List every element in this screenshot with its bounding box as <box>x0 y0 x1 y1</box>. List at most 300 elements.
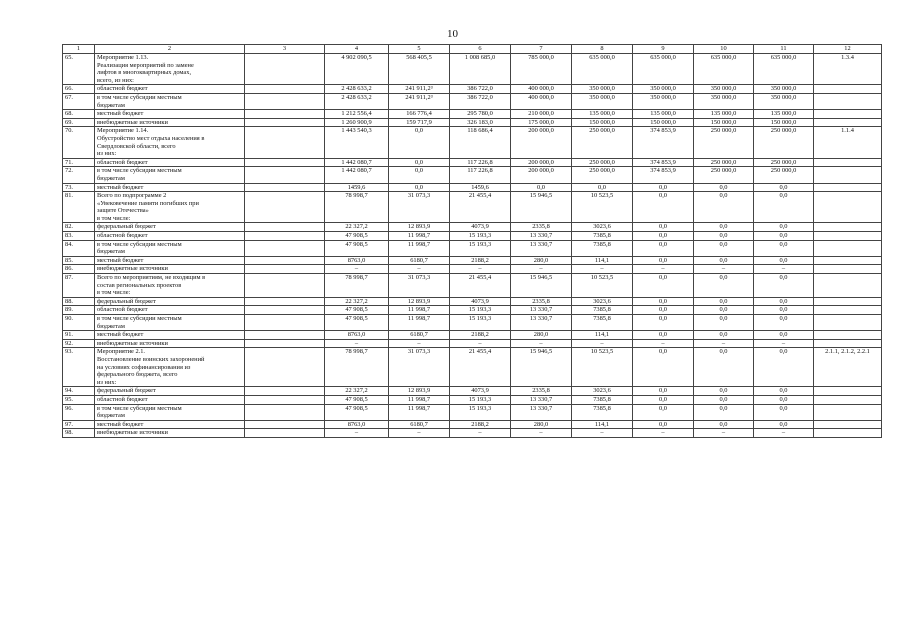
cell-value: 386 722,0 <box>450 93 511 109</box>
cell-col-3 <box>245 54 325 85</box>
cell-value: 0,0 <box>694 387 754 396</box>
cell-value: – <box>572 265 633 274</box>
row-name-line: из них: <box>97 378 117 386</box>
cell-target-code <box>814 256 882 265</box>
cell-value: 295 780,0 <box>450 110 511 119</box>
row-name-line: бюджетам <box>97 322 125 330</box>
cell-value: 0,0 <box>633 404 694 420</box>
table-row <box>63 183 882 192</box>
row-name-line: внебюджетные источники <box>97 118 168 126</box>
row-name-line: федерального бюджета, всего <box>97 371 178 379</box>
cell-value: 13 330,7 <box>511 240 572 256</box>
row-name-line: местный бюджет <box>97 420 144 428</box>
cell-value: 0,0 <box>694 348 754 387</box>
row-name-line: из них: <box>97 150 117 158</box>
row-name <box>95 240 245 256</box>
budget-table <box>62 44 882 438</box>
cell-value: 0,0 <box>754 348 814 387</box>
cell-col-3 <box>245 404 325 420</box>
cell-value: 0,0 <box>633 192 694 223</box>
cell-value: 350 000,0 <box>694 85 754 94</box>
cell-value: 166 776,4 <box>389 110 450 119</box>
row-number: 98. <box>63 429 95 438</box>
cell-target-code <box>814 387 882 396</box>
cell-value: 7385,8 <box>572 232 633 241</box>
cell-value: 400 000,0 <box>511 93 572 109</box>
cell-value: – <box>389 429 450 438</box>
row-name-line: областной бюджет <box>97 395 148 403</box>
cell-value: 0,0 <box>694 395 754 404</box>
cell-col-3 <box>245 331 325 340</box>
cell-value: 0,0 <box>754 420 814 429</box>
row-name-line: внебюджетные источники <box>97 339 168 347</box>
row-number: 84. <box>63 240 95 256</box>
cell-col-3 <box>245 183 325 192</box>
row-number: 70. <box>63 127 95 158</box>
row-name-line: Восстановление воинских захоронений <box>97 355 205 363</box>
cell-value: 0,0 <box>754 404 814 420</box>
cell-value: 2188,2 <box>450 256 511 265</box>
cell-target-code <box>814 232 882 241</box>
table-row <box>63 315 882 331</box>
cell-value: 200 000,0 <box>511 158 572 167</box>
cell-value: 0,0 <box>633 387 694 396</box>
cell-value: 47 908,5 <box>325 232 389 241</box>
row-name-line: в том числе: <box>97 214 131 222</box>
cell-target-code <box>814 158 882 167</box>
cell-target-code <box>814 297 882 306</box>
cell-value: 15 946,5 <box>511 274 572 298</box>
cell-value: 0,0 <box>694 420 754 429</box>
cell-value: 0,0 <box>754 306 814 315</box>
cell-value: 4 902 090,5 <box>325 54 389 85</box>
row-name <box>95 274 245 298</box>
table-row <box>63 232 882 241</box>
cell-target-code: 1.3.4 <box>814 54 882 85</box>
cell-target-code <box>814 93 882 109</box>
cell-col-3 <box>245 127 325 158</box>
row-number: 69. <box>63 118 95 127</box>
column-header: 5 <box>389 45 450 54</box>
row-number: 93. <box>63 348 95 387</box>
cell-target-code <box>814 429 882 438</box>
cell-value: 8763,0 <box>325 256 389 265</box>
cell-value: 0,0 <box>694 192 754 223</box>
cell-value: 150 000,0 <box>633 118 694 127</box>
cell-value: – <box>325 339 389 348</box>
table-row <box>63 110 882 119</box>
row-name <box>95 54 245 85</box>
cell-value: 0,0 <box>633 223 694 232</box>
cell-value: – <box>694 265 754 274</box>
cell-value: 0,0 <box>694 223 754 232</box>
cell-value: 21 455,4 <box>450 348 511 387</box>
row-name-line: в том числе субсидии местным <box>97 240 182 248</box>
column-header: 10 <box>694 45 754 54</box>
cell-value: 0,0 <box>511 183 572 192</box>
row-name-line: бюджетам <box>97 412 125 420</box>
cell-col-3 <box>245 306 325 315</box>
page-number: 10 <box>447 28 458 40</box>
cell-value: – <box>754 429 814 438</box>
cell-value: – <box>389 265 450 274</box>
cell-col-3 <box>245 297 325 306</box>
cell-value: 635 000,0 <box>633 54 694 85</box>
cell-value: 2335,8 <box>511 387 572 396</box>
cell-value: 350 000,0 <box>754 85 814 94</box>
row-name-line: бюджетам <box>97 248 125 256</box>
cell-value: 280,0 <box>511 331 572 340</box>
cell-value: 175 000,0 <box>511 118 572 127</box>
row-name <box>95 395 245 404</box>
cell-value: – <box>572 339 633 348</box>
row-name <box>95 223 245 232</box>
cell-value: 0,0 <box>754 274 814 298</box>
cell-value: 400 000,0 <box>511 85 572 94</box>
cell-value: 0,0 <box>694 306 754 315</box>
row-name-line: областной бюджет <box>97 232 148 240</box>
cell-value: 47 908,5 <box>325 306 389 315</box>
cell-target-code <box>814 404 882 420</box>
cell-value: 11 998,7 <box>389 315 450 331</box>
cell-value: 0,0 <box>389 127 450 158</box>
table-row <box>63 420 882 429</box>
cell-target-code <box>814 167 882 183</box>
row-number: 89. <box>63 306 95 315</box>
cell-value: 1459,6 <box>450 183 511 192</box>
row-name-line: Мероприятие 1.14. <box>97 127 149 135</box>
cell-value: 635 000,0 <box>572 54 633 85</box>
cell-value: – <box>633 429 694 438</box>
cell-target-code <box>814 192 882 223</box>
cell-value: 11 998,7 <box>389 240 450 256</box>
cell-value: 1 443 540,3 <box>325 127 389 158</box>
table-row <box>63 127 882 158</box>
row-name-line: на условиях софинансирования из <box>97 363 191 371</box>
cell-value: – <box>389 339 450 348</box>
cell-target-code <box>814 395 882 404</box>
table-row <box>63 93 882 109</box>
column-header: 12 <box>814 45 882 54</box>
cell-target-code <box>814 118 882 127</box>
row-name <box>95 315 245 331</box>
cell-value: 250 000,0 <box>754 158 814 167</box>
table-row <box>63 348 882 387</box>
cell-value: – <box>511 339 572 348</box>
cell-value: – <box>694 339 754 348</box>
cell-value: 0,0 <box>389 167 450 183</box>
cell-value: 2 428 633,2 <box>325 93 389 109</box>
cell-value: 350 000,0 <box>754 93 814 109</box>
cell-value: 15 193,3 <box>450 232 511 241</box>
cell-value: 1 260 900,9 <box>325 118 389 127</box>
cell-value: 2335,8 <box>511 223 572 232</box>
row-name-line: областной бюджет <box>97 158 148 166</box>
cell-value: 250 000,0 <box>754 127 814 158</box>
row-name-line: лифтов в многоквартирных домах, <box>97 69 192 77</box>
cell-value: 386 722,0 <box>450 85 511 94</box>
cell-value: 11 998,7 <box>389 404 450 420</box>
cell-value: 0,0 <box>694 274 754 298</box>
cell-value: 3023,6 <box>572 387 633 396</box>
cell-value: 0,0 <box>694 404 754 420</box>
cell-value: – <box>754 265 814 274</box>
cell-value: 150 000,0 <box>754 118 814 127</box>
cell-value: 7385,8 <box>572 395 633 404</box>
cell-value: – <box>450 265 511 274</box>
cell-value: 12 893,9 <box>389 387 450 396</box>
row-name-line: областной бюджет <box>97 306 148 314</box>
cell-value: 8763,0 <box>325 420 389 429</box>
cell-value: 31 073,3 <box>389 348 450 387</box>
cell-value: 250 000,0 <box>754 167 814 183</box>
table-row <box>63 297 882 306</box>
cell-value: 2188,2 <box>450 331 511 340</box>
cell-value: 280,0 <box>511 256 572 265</box>
cell-value: 13 330,7 <box>511 404 572 420</box>
cell-value: 11 998,7 <box>389 232 450 241</box>
cell-value: 0,0 <box>694 331 754 340</box>
row-name <box>95 232 245 241</box>
cell-col-3 <box>245 192 325 223</box>
cell-value: – <box>511 429 572 438</box>
cell-value: 0,0 <box>754 297 814 306</box>
cell-col-3 <box>245 256 325 265</box>
cell-value: 8763,0 <box>325 331 389 340</box>
cell-value: 1 442 080,7 <box>325 158 389 167</box>
row-name-line: внебюджетные источники <box>97 265 168 273</box>
row-name-line: Реализация мероприятий по замене <box>97 61 194 69</box>
row-name <box>95 265 245 274</box>
cell-value: 210 000,0 <box>511 110 572 119</box>
cell-col-3 <box>245 395 325 404</box>
cell-value: 250 000,0 <box>694 167 754 183</box>
cell-value: 250 000,0 <box>572 158 633 167</box>
cell-value: 0,0 <box>754 331 814 340</box>
cell-value: 241 911,2³ <box>389 85 450 94</box>
cell-value: 117 226,8 <box>450 158 511 167</box>
cell-value: 0,0 <box>633 274 694 298</box>
cell-value: 200 000,0 <box>511 127 572 158</box>
cell-target-code <box>814 265 882 274</box>
cell-value: – <box>633 339 694 348</box>
table-row <box>63 395 882 404</box>
row-number: 97. <box>63 420 95 429</box>
cell-value: 0,0 <box>754 240 814 256</box>
cell-value: 12 893,9 <box>389 223 450 232</box>
row-name-line: местный бюджет <box>97 183 144 191</box>
cell-value: 0,0 <box>694 240 754 256</box>
cell-target-code <box>814 85 882 94</box>
cell-value: – <box>694 429 754 438</box>
cell-value: 7385,8 <box>572 306 633 315</box>
row-name <box>95 404 245 420</box>
table-row <box>63 223 882 232</box>
cell-value: 22 327,2 <box>325 297 389 306</box>
cell-col-3 <box>245 387 325 396</box>
cell-value: 10 523,5 <box>572 274 633 298</box>
row-name-line: в том числе субсидии местным <box>97 315 182 322</box>
cell-value: 0,0 <box>633 256 694 265</box>
row-name <box>95 339 245 348</box>
cell-value: 0,0 <box>633 348 694 387</box>
column-header: 9 <box>633 45 694 54</box>
cell-value: 10 523,5 <box>572 192 633 223</box>
cell-col-3 <box>245 232 325 241</box>
row-name-line: внебюджетные источники <box>97 429 168 437</box>
cell-value: 15 193,3 <box>450 404 511 420</box>
cell-value: 0,0 <box>389 183 450 192</box>
cell-value: 250 000,0 <box>694 158 754 167</box>
cell-value: 200 000,0 <box>511 167 572 183</box>
row-number: 82. <box>63 223 95 232</box>
cell-col-3 <box>245 118 325 127</box>
table-row <box>63 404 882 420</box>
cell-value: 21 455,4 <box>450 274 511 298</box>
row-name-line: в том числе: <box>97 289 131 297</box>
row-name <box>95 158 245 167</box>
cell-value: 15 946,5 <box>511 348 572 387</box>
cell-col-3 <box>245 167 325 183</box>
row-number: 94. <box>63 387 95 396</box>
row-name-line: местный бюджет <box>97 256 144 264</box>
row-name <box>95 420 245 429</box>
cell-col-3 <box>245 274 325 298</box>
cell-target-code: 1.1.4 <box>814 127 882 158</box>
cell-target-code <box>814 223 882 232</box>
row-number: 66. <box>63 85 95 94</box>
row-name <box>95 256 245 265</box>
row-name-line: Всего по мероприятиям, не входящим в <box>97 274 206 282</box>
row-number: 81. <box>63 192 95 223</box>
cell-target-code <box>814 183 882 192</box>
cell-value: 31 073,3 <box>389 274 450 298</box>
row-name-line: федеральный бюджет <box>97 387 156 395</box>
cell-value: 350 000,0 <box>633 85 694 94</box>
table-row <box>63 256 882 265</box>
cell-value: 0,0 <box>754 315 814 331</box>
cell-value: 78 998,7 <box>325 348 389 387</box>
row-name-line: Мероприятие 2.1. <box>97 348 146 356</box>
cell-value: 4073,9 <box>450 387 511 396</box>
cell-value: 635 000,0 <box>754 54 814 85</box>
row-name-line: состав региональных проектов <box>97 281 182 289</box>
row-number: 83. <box>63 232 95 241</box>
cell-value: 350 000,0 <box>572 93 633 109</box>
cell-col-3 <box>245 429 325 438</box>
cell-value: 1 008 685,0 <box>450 54 511 85</box>
cell-value: 0,0 <box>389 158 450 167</box>
cell-value: 6180,7 <box>389 420 450 429</box>
row-name-line: федеральный бюджет <box>97 223 156 231</box>
cell-col-3 <box>245 265 325 274</box>
cell-value: 350 000,0 <box>572 85 633 94</box>
row-name-line: областной бюджет <box>97 85 148 93</box>
cell-value: 6180,7 <box>389 256 450 265</box>
row-name-line: Мероприятие 1.13. <box>97 54 149 61</box>
column-header: 8 <box>572 45 633 54</box>
cell-value: 47 908,5 <box>325 395 389 404</box>
cell-value: 135 000,0 <box>754 110 814 119</box>
cell-col-3 <box>245 93 325 109</box>
row-name-line: Всего по подпрограмме 2 <box>97 192 167 200</box>
table-row <box>63 265 882 274</box>
cell-value: 0,0 <box>633 240 694 256</box>
cell-col-3 <box>245 420 325 429</box>
cell-value: 0,0 <box>633 183 694 192</box>
cell-col-3 <box>245 110 325 119</box>
cell-value: – <box>325 429 389 438</box>
cell-target-code: 2.1.1, 2.1.2, 2.2.1 <box>814 348 882 387</box>
row-name <box>95 387 245 396</box>
cell-value: 150 000,0 <box>572 118 633 127</box>
row-name-line: федеральный бюджет <box>97 297 156 305</box>
row-name-line: бюджетам <box>97 101 125 109</box>
row-name <box>95 429 245 438</box>
cell-value: 2 428 633,2 <box>325 85 389 94</box>
cell-value: 350 000,0 <box>694 93 754 109</box>
row-number: 92. <box>63 339 95 348</box>
cell-col-3 <box>245 348 325 387</box>
cell-target-code <box>814 306 882 315</box>
cell-value: 117 226,8 <box>450 167 511 183</box>
cell-value: 250 000,0 <box>572 167 633 183</box>
table-row <box>63 274 882 298</box>
cell-value: – <box>325 265 389 274</box>
column-header: 11 <box>754 45 814 54</box>
row-name <box>95 306 245 315</box>
cell-value: 0,0 <box>754 223 814 232</box>
cell-value: 0,0 <box>694 297 754 306</box>
cell-value: 0,0 <box>633 232 694 241</box>
cell-value: 785 000,0 <box>511 54 572 85</box>
cell-col-3 <box>245 85 325 94</box>
row-name <box>95 93 245 109</box>
cell-value: 135 000,0 <box>694 110 754 119</box>
cell-value: 78 998,7 <box>325 274 389 298</box>
cell-value: 1 442 080,7 <box>325 167 389 183</box>
cell-value: 374 853,9 <box>633 127 694 158</box>
cell-value: 15 193,3 <box>450 315 511 331</box>
cell-value: 22 327,2 <box>325 223 389 232</box>
cell-value: 1459,6 <box>325 183 389 192</box>
cell-value: 11 998,7 <box>389 306 450 315</box>
cell-value: 10 523,5 <box>572 348 633 387</box>
row-number: 85. <box>63 256 95 265</box>
cell-value: 2188,2 <box>450 420 511 429</box>
row-name-line: бюджетам <box>97 174 125 182</box>
row-name-line: всего, из них: <box>97 76 134 84</box>
cell-value: 114,1 <box>572 331 633 340</box>
cell-value: 3023,6 <box>572 223 633 232</box>
cell-value: – <box>633 265 694 274</box>
table-row <box>63 429 882 438</box>
cell-value: 7385,8 <box>572 404 633 420</box>
table-row <box>63 85 882 94</box>
row-number: 95. <box>63 395 95 404</box>
row-name <box>95 110 245 119</box>
row-name-line: Обустройство мест отдыха населения в <box>97 134 205 142</box>
cell-target-code <box>814 110 882 119</box>
cell-value: 15 946,5 <box>511 192 572 223</box>
cell-value: 78 998,7 <box>325 192 389 223</box>
table-row <box>63 240 882 256</box>
cell-value: 159 717,9 <box>389 118 450 127</box>
cell-value: 0,0 <box>754 256 814 265</box>
cell-value: 4073,9 <box>450 223 511 232</box>
cell-value: 22 327,2 <box>325 387 389 396</box>
cell-value: 135 000,0 <box>633 110 694 119</box>
